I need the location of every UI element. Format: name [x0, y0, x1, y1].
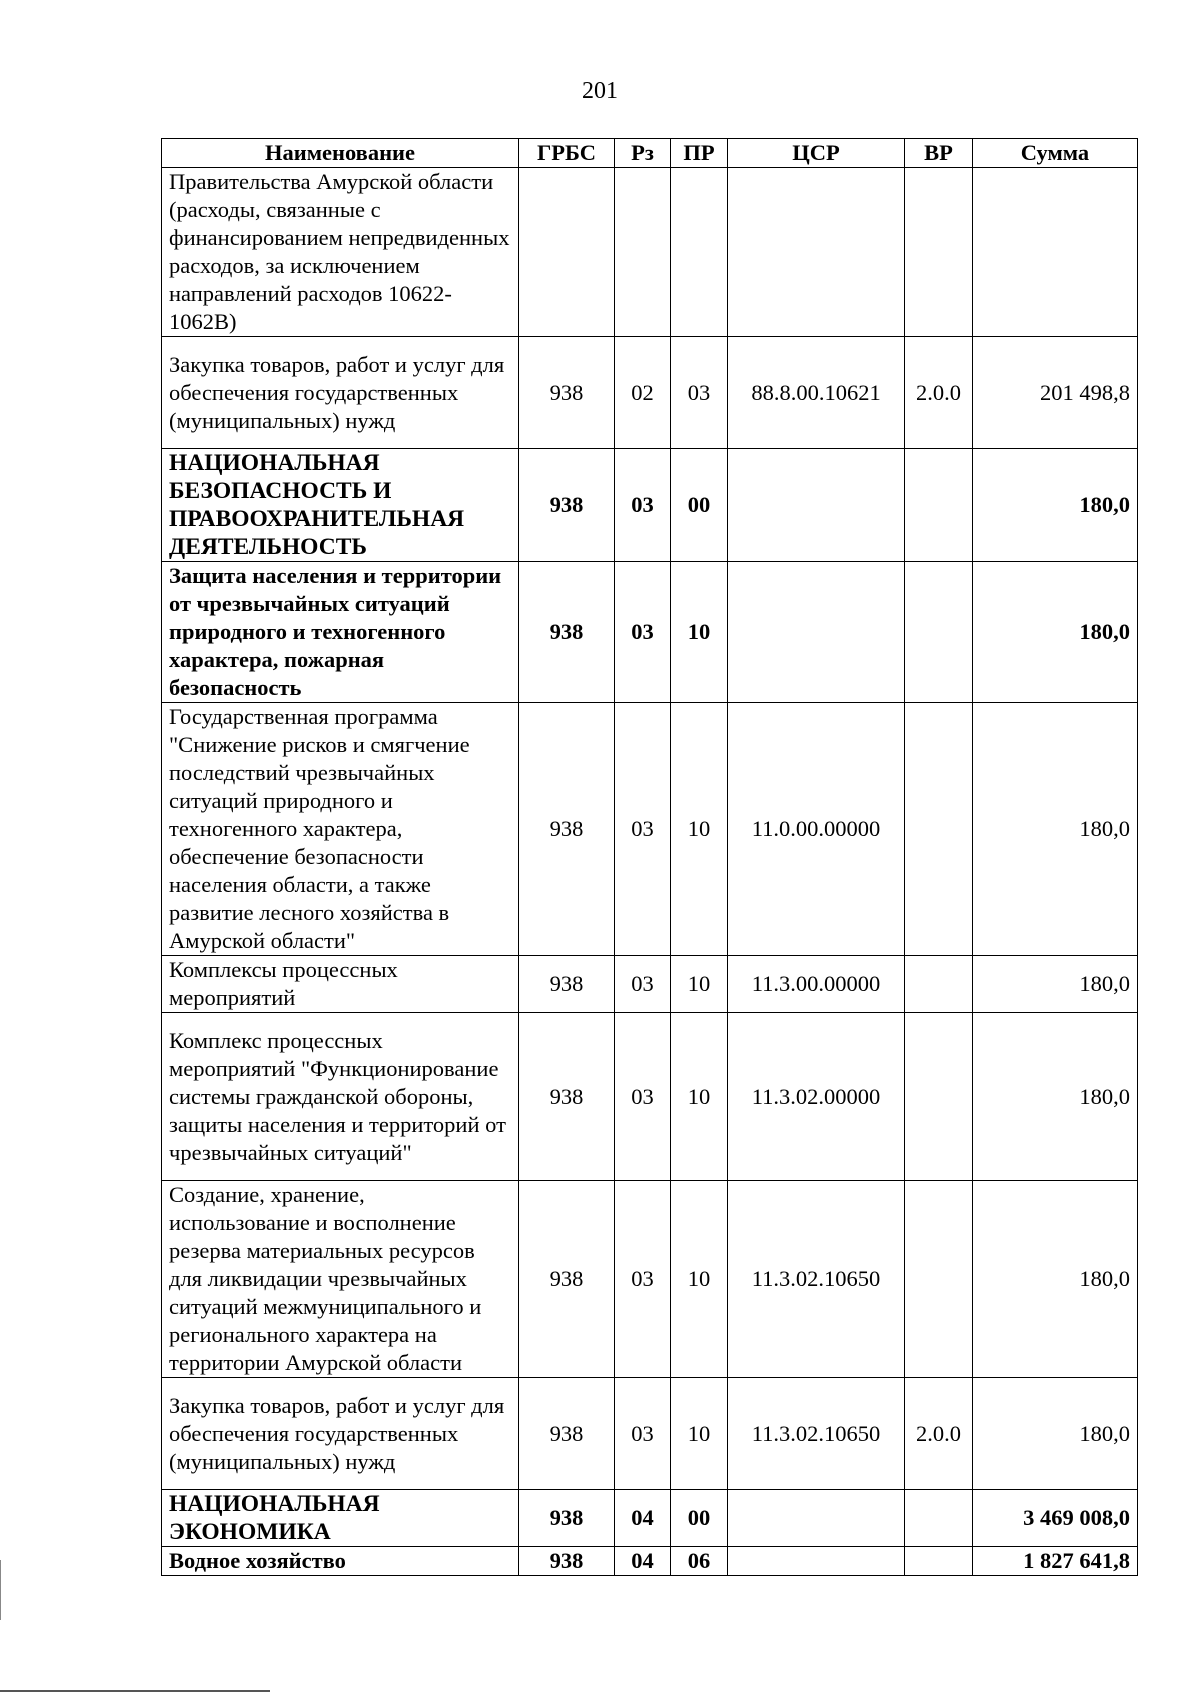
row-rz: 03	[615, 956, 671, 1013]
row-pr	[671, 168, 728, 337]
row-pr: 10	[671, 1181, 728, 1378]
row-csr: 11.3.00.00000	[728, 956, 905, 1013]
row-sum: 180,0	[973, 449, 1138, 562]
page-number: 201	[582, 78, 618, 104]
row-csr: 11.3.02.10650	[728, 1181, 905, 1378]
table-row	[162, 168, 1138, 337]
table-row	[162, 1547, 1138, 1576]
row-sum: 180,0	[973, 1013, 1138, 1181]
row-pr: 10	[671, 1013, 728, 1181]
header-name: Наименование	[162, 139, 519, 168]
row-pr: 10	[671, 703, 728, 956]
row-rz	[615, 168, 671, 337]
row-rz: 02	[615, 337, 671, 449]
row-csr	[728, 168, 905, 337]
row-rz: 03	[615, 562, 671, 703]
row-grbs: 938	[519, 1181, 615, 1378]
header-vr: ВР	[905, 139, 973, 168]
row-sum: 201 498,8	[973, 337, 1138, 449]
row-grbs: 938	[519, 337, 615, 449]
header-csr: ЦСР	[728, 139, 905, 168]
table-header-row	[162, 139, 1138, 168]
row-pr: 06	[671, 1547, 728, 1576]
row-csr: 11.3.02.00000	[728, 1013, 905, 1181]
scan-edge-mark	[0, 1560, 1, 1620]
row-vr	[905, 703, 973, 956]
row-pr: 10	[671, 956, 728, 1013]
row-name: Правительства Амурской области (расходы, связанные с финансированием непредвиденных расходов, за исключением направлений расходов 10622-1062В)	[162, 168, 519, 337]
row-sum: 1 827 641,8	[973, 1547, 1138, 1576]
row-grbs: 938	[519, 956, 615, 1013]
row-pr: 10	[671, 562, 728, 703]
row-grbs: 938	[519, 1013, 615, 1181]
row-grbs: 938	[519, 449, 615, 562]
header-rz: Рз	[615, 139, 671, 168]
row-csr	[728, 1490, 905, 1547]
row-pr: 03	[671, 337, 728, 449]
row-sum: 180,0	[973, 562, 1138, 703]
header-sum: Сумма	[973, 139, 1138, 168]
row-name: Создание, хранение, использование и восполнение резерва материальных ресурсов для ликвидации чрезвычайных ситуаций межмуниципального и регионального характера на территории Амурской области	[162, 1181, 519, 1378]
row-sum: 180,0	[973, 1378, 1138, 1490]
row-pr: 00	[671, 1490, 728, 1547]
row-name: Закупка товаров, работ и услуг для обеспечения государственных (муниципальных) нужд	[162, 337, 519, 449]
row-pr: 10	[671, 1378, 728, 1490]
row-vr	[905, 168, 973, 337]
table-row	[162, 1013, 1138, 1181]
row-csr: 11.0.00.00000	[728, 703, 905, 956]
row-sum: 180,0	[973, 703, 1138, 956]
row-grbs: 938	[519, 703, 615, 956]
row-rz: 04	[615, 1547, 671, 1576]
row-sum: 180,0	[973, 956, 1138, 1013]
row-csr	[728, 562, 905, 703]
row-csr: 88.8.00.10621	[728, 337, 905, 449]
header-grbs: ГРБС	[519, 139, 615, 168]
table-row	[162, 703, 1138, 956]
row-grbs: 938	[519, 1547, 615, 1576]
row-rz: 03	[615, 703, 671, 956]
row-name: Защита населения и территории от чрезвычайных ситуаций природного и техногенного характера, пожарная безопасность	[162, 562, 519, 703]
row-vr	[905, 449, 973, 562]
table-row	[162, 1378, 1138, 1490]
row-rz: 04	[615, 1490, 671, 1547]
row-name: НАЦИОНАЛЬНАЯ ЭКОНОМИКА	[162, 1490, 519, 1547]
row-rz: 03	[615, 1013, 671, 1181]
table-row	[162, 1181, 1138, 1378]
budget-table	[161, 138, 1138, 1576]
row-vr	[905, 1547, 973, 1576]
row-grbs	[519, 168, 615, 337]
row-name: Закупка товаров, работ и услуг для обеспечения государственных (муниципальных) нужд	[162, 1378, 519, 1490]
row-vr	[905, 1490, 973, 1547]
row-vr	[905, 956, 973, 1013]
scan-edge-line	[0, 1690, 270, 1692]
row-rz: 03	[615, 449, 671, 562]
row-csr	[728, 1547, 905, 1576]
row-vr	[905, 562, 973, 703]
row-grbs: 938	[519, 1378, 615, 1490]
row-pr: 00	[671, 449, 728, 562]
table-row	[162, 956, 1138, 1013]
row-vr: 2.0.0	[905, 337, 973, 449]
row-vr	[905, 1181, 973, 1378]
row-grbs: 938	[519, 562, 615, 703]
row-name: НАЦИОНАЛЬНАЯ БЕЗОПАСНОСТЬ И ПРАВООХРАНИТЕЛЬНАЯ ДЕЯТЕЛЬНОСТЬ	[162, 449, 519, 562]
row-vr: 2.0.0	[905, 1378, 973, 1490]
row-name: Комплекс процессных мероприятий "Функционирование системы гражданской обороны, защиты населения и территорий от чрезвычайных ситуаций"	[162, 1013, 519, 1181]
table-row	[162, 449, 1138, 562]
row-sum: 3 469 008,0	[973, 1490, 1138, 1547]
row-name: Водное хозяйство	[162, 1547, 519, 1576]
row-name: Государственная программа "Снижение рисков и смягчение последствий чрезвычайных ситуаций природного и техногенного характера, обеспечение безопасности населения области, а также развитие лесного хозяйства в Амурской области"	[162, 703, 519, 956]
header-pr: ПР	[671, 139, 728, 168]
row-name: Комплексы процессных мероприятий	[162, 956, 519, 1013]
row-vr	[905, 1013, 973, 1181]
row-sum	[973, 168, 1138, 337]
table-row	[162, 562, 1138, 703]
row-sum: 180,0	[973, 1181, 1138, 1378]
row-rz: 03	[615, 1378, 671, 1490]
row-grbs: 938	[519, 1490, 615, 1547]
table-row	[162, 337, 1138, 449]
row-csr	[728, 449, 905, 562]
table-row	[162, 1490, 1138, 1547]
row-csr: 11.3.02.10650	[728, 1378, 905, 1490]
row-rz: 03	[615, 1181, 671, 1378]
